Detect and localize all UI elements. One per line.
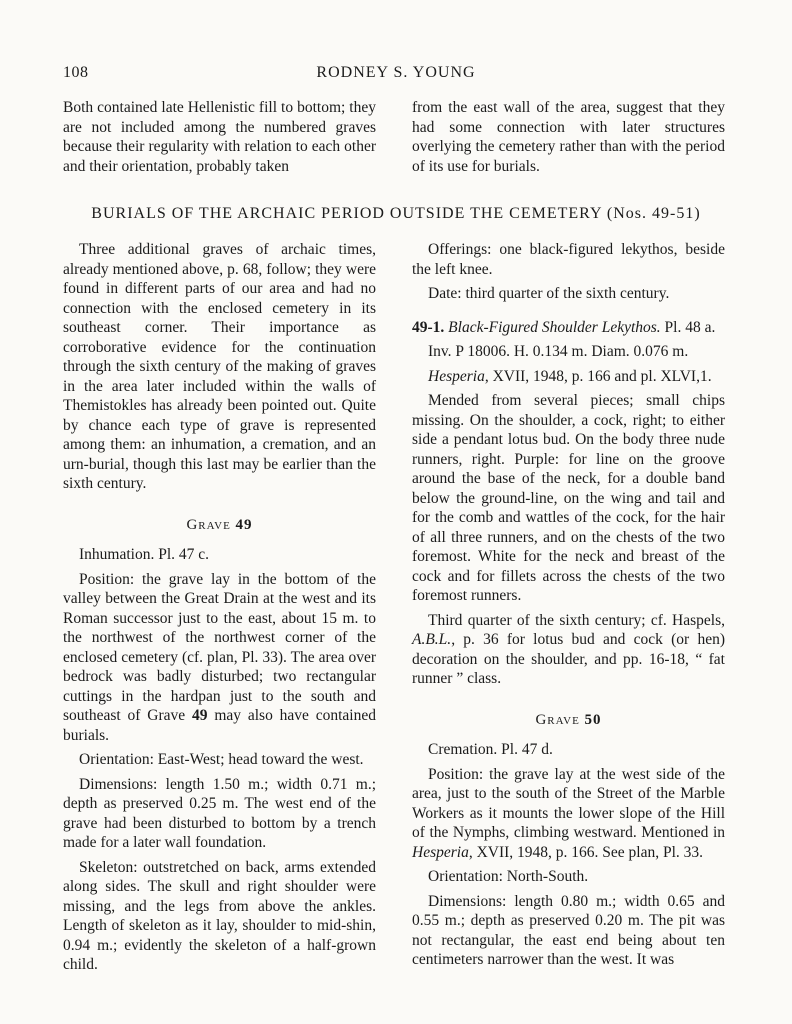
grave-49-dimensions: Dimensions: length 1.50 m.; width 0.71 m.; depth as preserved 0.25 m. The west end of the grave had been disturbed to bottom by a trench made for a later wall foundation. xyxy=(63,775,376,851)
paragraph: from the east wall of the area, suggest that they had some connection with later structures overlying the cemetery rather than with the period of its use for burials. xyxy=(412,99,725,175)
catalogue-entry-49-1: 49-1. Black-Figured Shoulder Lekythos. Pl. 48 a. xyxy=(412,318,716,336)
top-left-column xyxy=(63,98,376,181)
grave-50-heading: Grave 50 xyxy=(535,711,602,728)
grave-50-orientation: Orientation: North-South. xyxy=(428,868,589,885)
grave-49-position: Position: the grave lay in the bottom of the valley between the Great Drain at the west and its Roman successor just to the east, about 15 m. to the northwest of the northwest corner of the enclosed cemetery (cf. plan, Pl. 33). The area over bedrock was badly disturbed; two rectangular cuttings in the hardpan just to the south and southeast of Grave 49 may also have contained burials. xyxy=(63,570,376,744)
grave-50-type: Cremation. Pl. 47 d. xyxy=(428,741,553,758)
grave-50-dimensions: Dimensions: length 0.80 m.; width 0.65 and 0.55 m.; depth as preserved 0.20 m. The pit was not rectangular, the east end being about ten centimeters narrower than the west. It was xyxy=(412,892,725,968)
grave-50-position: Position: the grave lay at the west side of the area, just to the south of the Street of the Marble Workers as it mounts the lower slope of the Hill of the Nymphs, climbing westward. Mentioned in Hesperia, XVII, 1948, p. 166. See plan, Pl. 33. xyxy=(412,765,725,861)
intro-paragraph: Three additional graves of archaic times, already mentioned above, p. 68, follow; they were found in different parts of our area and had no connection with the enclosed cemetery in its southeast corner. Their importance as corroborative evidence for the continuation through the sixth century of the making of graves in the area later included within the walls of Themistokles has already been pointed out. Quite by chance each type of grave is represented among them: an inhumation, a cremation, and an urn-burial, though this last may be earlier than the sixth century. xyxy=(63,241,376,492)
page-number: 108 xyxy=(63,64,89,81)
grave-49-offerings: Offerings: one black-figured lekythos, beside the left knee. xyxy=(412,241,725,278)
grave-49-skeleton: Skeleton: outstretched on back, arms extended along sides. The skull and right shoulder were missing, and the legs from above the ankles. Length of skeleton as it lay, shoulder to mid-shin, 0.94 m.; evidently the skeleton of a half-grown child. xyxy=(63,858,376,973)
reference-line: Hesperia, XVII, 1948, p. 166 and pl. XLVI,1. xyxy=(428,367,712,385)
grave-49-orientation: Orientation: East-West; head toward the west. xyxy=(79,751,364,768)
right-column xyxy=(412,240,725,975)
page-header xyxy=(0,64,792,86)
grave-49-heading: Grave 49 xyxy=(186,516,253,533)
section-heading: BURIALS OF THE ARCHAIC PERIOD OUTSIDE THE CEMETERY xyxy=(91,205,602,222)
entry-dating: Third quarter of the sixth century; cf. Haspels, A.B.L., p. 36 for lotus bud and cock (or hen) decoration on the shoulder, and pp. 16-18, “ fat runner ” class. xyxy=(412,611,725,687)
top-right-column xyxy=(412,98,725,181)
running-head: RODNEY S. YOUNG xyxy=(316,64,476,81)
grave-49-date: Date: third quarter of the sixth century. xyxy=(428,285,670,302)
left-column xyxy=(63,240,376,980)
section-numbers: (Nos. 49-51) xyxy=(606,205,701,222)
paragraph: Both contained late Hellenistic fill to bottom; they are not included among the numbered graves because their regularity with relation to each other and their orientation, probably taken xyxy=(63,99,376,175)
inventory-line: Inv. P 18006. H. 0.134 m. Diam. 0.076 m. xyxy=(428,343,689,360)
section-title xyxy=(0,205,792,223)
entry-description: Mended from several pieces; small chips missing. On the shoulder, a cock, right; to either side a pendant lotus bud. On the body three nude runners, right. Purple: for line on the groove around the base of the neck, for a double band below the ground-line, on the wing and tail and for the comb and wattles of the cock, for the hair of all three runners, and on the chests of the two foremost. White for the neck and breast of the cock and for fillets across the chests of the two foremost runners. xyxy=(412,392,725,604)
grave-49-type: Inhumation. Pl. 47 c. xyxy=(79,546,210,563)
